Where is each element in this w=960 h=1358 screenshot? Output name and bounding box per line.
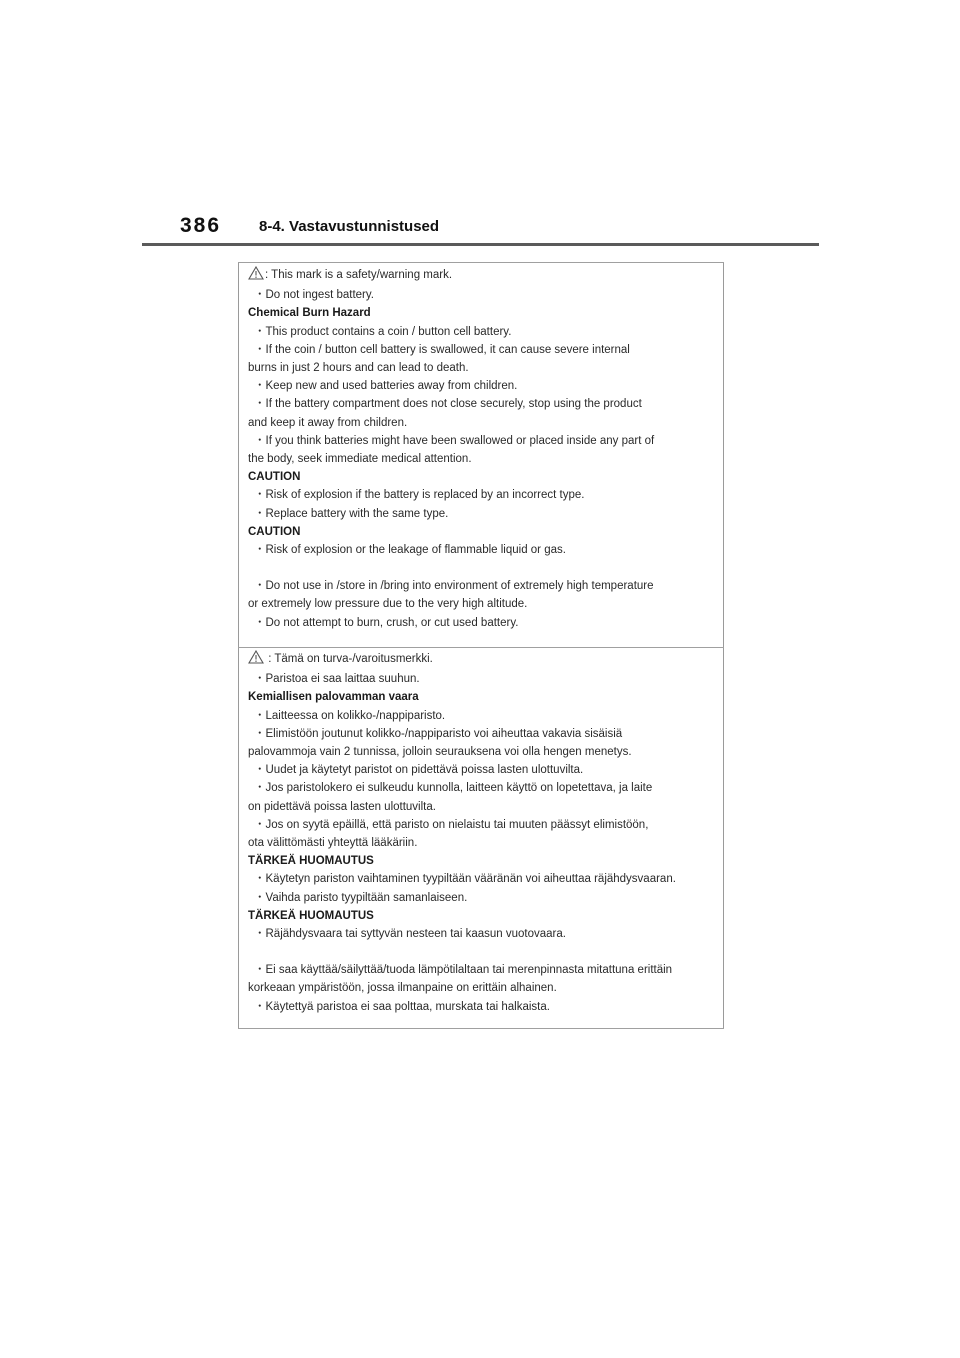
english-warning-section [248,266,718,632]
caution-heading-2: CAUTION [248,525,301,538]
page-number: 386 [180,214,222,237]
do-not-ingest: ・Do not ingest battery. [254,289,374,302]
warning-triangle-icon [248,266,264,286]
think-line-1: ・If you think batteries might have been swallowed or placed inside any part of [254,434,655,447]
spacer [248,559,718,577]
chem-burn-heading: Chemical Burn Hazard [248,307,371,320]
replace-same: ・Replace battery with the same type. [254,507,449,520]
environment-line-1: ・Ei saa käyttää/säilyttää/tuoda lämpötilaltaan tai merenpinnasta mitattuna erittäin [254,964,673,977]
think-line-2: ota välittömästi yhteyttä lääkäriin. [248,837,418,850]
compartment-line-2: on pidettävä poissa lasten ulottuvilta. [248,800,436,813]
chem-burn-heading: Kemiallisen palovamman vaara [248,691,419,704]
contains-battery: ・This product contains a coin / button cell battery. [254,325,512,338]
explosion-leakage: ・Räjähdysvaara tai syttyvän nesteen tai kaasun vuotovaara. [254,928,566,941]
keep-away: ・Keep new and used batteries away from children. [254,380,518,393]
spacer [248,943,718,961]
mark-line: : Tämä on turva-/varoitusmerkki. [248,650,718,670]
environment-line-1: ・Do not use in /store in /bring into environment of extremely high temperature [254,580,654,593]
explosion-incorrect: ・Risk of explosion if the battery is replaced by an incorrect type. [254,489,585,502]
explosion-leakage: ・Risk of explosion or the leakage of flammable liquid or gas. [254,544,566,557]
finnish-warning-section [248,650,718,1016]
environment-line-2: korkeaan ympäristöön, jossa ilmanpaine on erittäin alhainen. [248,982,557,995]
mark-line: : This mark is a safety/warning mark. [248,266,718,286]
contains-battery: ・Laitteessa on kolikko-/nappiparisto. [254,709,446,722]
compartment-line-1: ・If the battery compartment does not close securely, stop using the product [254,398,642,411]
swallowed-line-2: palovammoja vain 2 tunnissa, jolloin seurauksena voi olla hengen menetys. [248,746,632,759]
swallowed-line-1: ・Elimistöön joutunut kolikko-/nappiparisto voi aiheuttaa vakavia sisäisiä [254,727,623,740]
swallowed-line-2: burns in just 2 hours and can lead to death. [248,362,469,375]
caution-heading-2: TÄRKEÄ HUOMAUTUS [248,909,374,922]
compartment-line-2: and keep it away from children. [248,416,408,429]
box-bottom-border [238,1028,724,1029]
do-not-ingest: ・Paristoa ei saa laittaa suuhun. [254,673,420,686]
page-header [0,0,960,250]
compartment-line-1: ・Jos paristolokero ei sulkeudu kunnolla, laitteen käyttö on lopetettava, ja laite [254,782,653,795]
replace-same: ・Vaihda paristo tyypiltään samanlaiseen. [254,891,468,904]
caution-heading-1: TÄRKEÄ HUOMAUTUS [248,855,374,868]
swallowed-line-1: ・If the coin / button cell battery is swallowed, it can cause severe internal [254,343,630,356]
box-top-border [238,262,724,263]
section-title: 8-4. Vastavustunnistused [259,218,440,235]
explosion-incorrect: ・Käytetyn pariston vaihtaminen tyypiltään vääränän voi aiheuttaa räjähdysvaaran. [254,873,676,886]
burn-crush: ・Käytettyä paristoa ei saa polttaa, murskata tai halkaista. [254,1000,550,1013]
header-rule [142,243,819,246]
box-divider [238,647,724,648]
caution-heading-1: CAUTION [248,471,301,484]
think-line-2: the body, seek immediate medical attention. [248,453,472,466]
warning-triangle-icon [248,650,264,670]
think-line-1: ・Jos on syytä epäillä, että paristo on nielaistu tai muuten päässyt elimistöön, [254,818,649,831]
keep-away: ・Uudet ja käytetyt paristot on pidettävä poissa lasten ulottuvilta. [254,764,584,777]
environment-line-2: or extremely low pressure due to the very high altitude. [248,598,528,611]
burn-crush: ・Do not attempt to burn, crush, or cut used battery. [254,616,519,629]
